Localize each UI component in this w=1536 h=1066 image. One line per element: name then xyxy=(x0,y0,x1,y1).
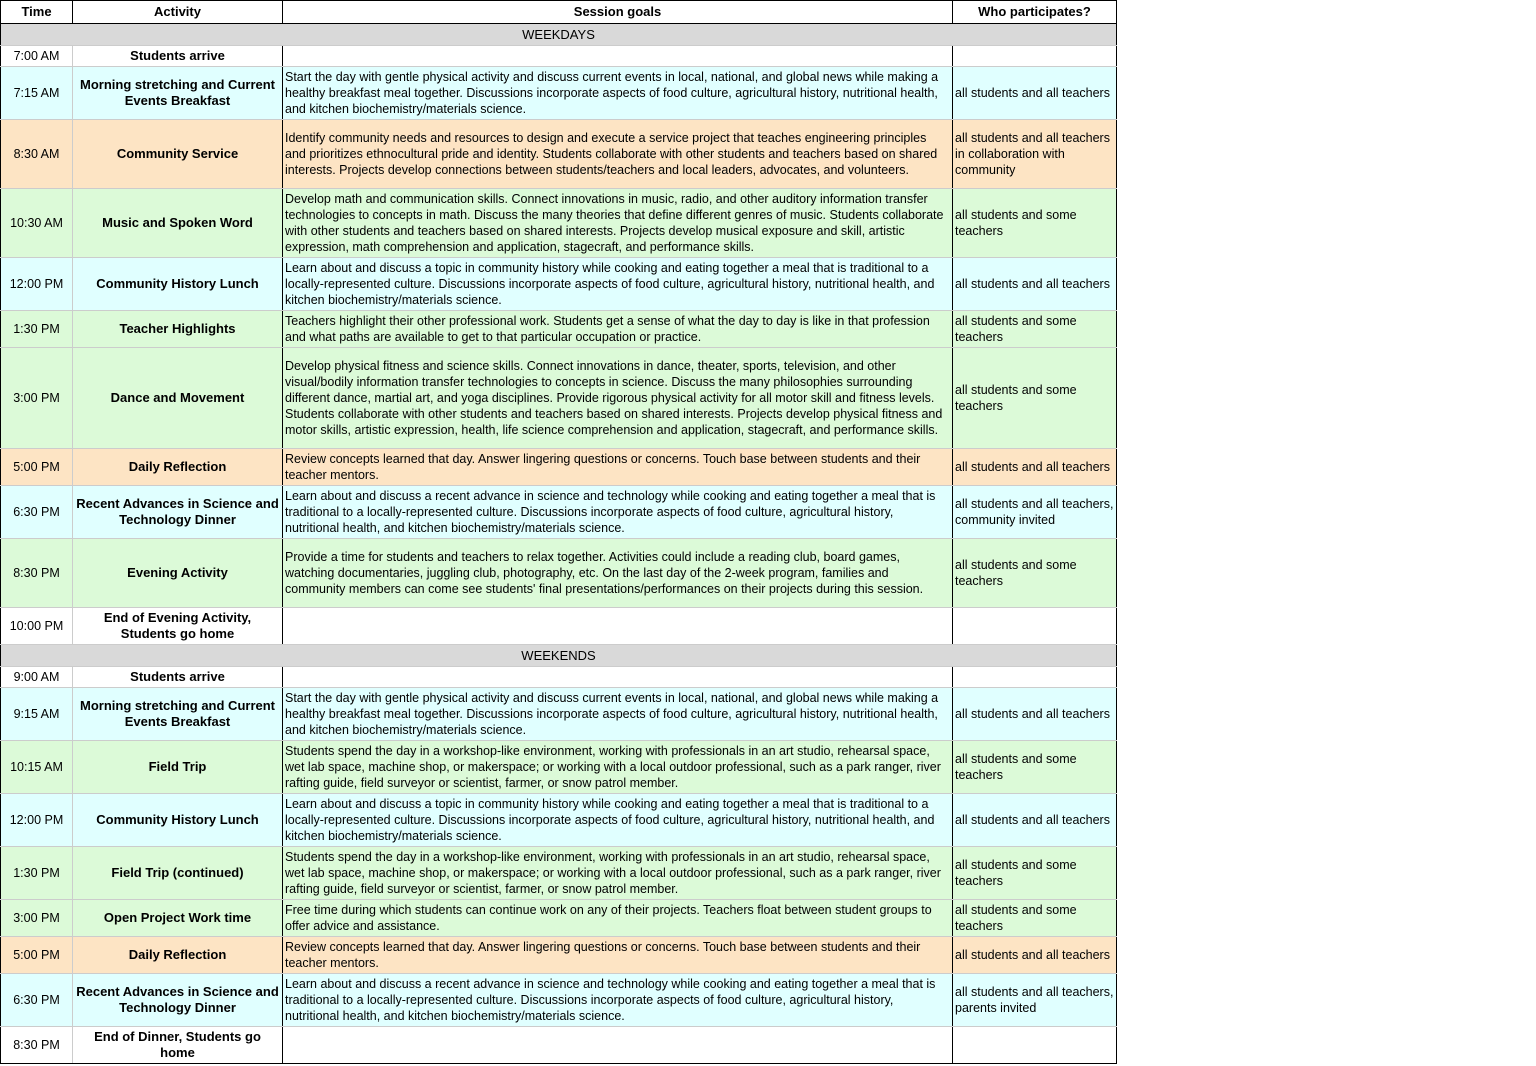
session-goals-cell xyxy=(283,608,953,645)
session-goals-cell: Learn about and discuss a topic in community history while cooking and eating together a meal that is traditional to a locally-represented culture. Discussions incorporate aspects of food culture, agricultural history, nutritional health, and kitchen biochemistry/materials science. xyxy=(283,258,953,311)
header-activity: Activity xyxy=(73,1,283,24)
activity-cell: Morning stretching and Current Events Breakfast xyxy=(73,67,283,120)
activity-cell: Recent Advances in Science and Technology Dinner xyxy=(73,486,283,539)
activity-cell: Recent Advances in Science and Technology Dinner xyxy=(73,974,283,1027)
activity-cell: End of Dinner, Students go home xyxy=(73,1027,283,1064)
participants-cell: all students and all teachers xyxy=(953,794,1117,847)
session-goals-cell: Review concepts learned that day. Answer lingering questions or concerns. Touch base between students and their teacher mentors. xyxy=(283,449,953,486)
table-row xyxy=(1,539,1117,608)
session-goals-cell: Start the day with gentle physical activity and discuss current events in local, national, and global news while making a healthy breakfast meal together. Discussions incorporate aspects of food culture, agricultural history, nutritional health, and kitchen biochemistry/materials science. xyxy=(283,67,953,120)
table-row xyxy=(1,1027,1117,1064)
participants-cell xyxy=(953,667,1117,688)
activity-cell: Teacher Highlights xyxy=(73,311,283,348)
time-cell: 5:00 PM xyxy=(1,937,73,974)
activity-cell: Field Trip (continued) xyxy=(73,847,283,900)
participants-cell: all students and some teachers xyxy=(953,189,1117,258)
table-row xyxy=(1,794,1117,847)
time-cell: 8:30 PM xyxy=(1,539,73,608)
session-goals-cell xyxy=(283,1027,953,1064)
header-session-goals: Session goals xyxy=(283,1,953,24)
time-cell: 8:30 PM xyxy=(1,1027,73,1064)
table-row xyxy=(1,348,1117,449)
time-cell: 7:15 AM xyxy=(1,67,73,120)
time-cell: 5:00 PM xyxy=(1,449,73,486)
session-goals-cell: Start the day with gentle physical activity and discuss current events in local, national, and global news while making a healthy breakfast meal together. Discussions incorporate aspects of food culture, agricultural history, nutritional health, and kitchen biochemistry/materials science. xyxy=(283,688,953,741)
session-goals-cell: Learn about and discuss a recent advance in science and technology while cooking and eating together a meal that is traditional to a locally-represented culture. Discussions incorporate aspects of food culture, agricultural history, nutritional health, and kitchen biochemistry/materials science. xyxy=(283,486,953,539)
session-goals-cell: Develop math and communication skills. Connect innovations in music, radio, and other auditory information transfer technologies to concepts in math. Discuss the many theories that define different genres of music. Students collaborate with other students and teachers based on shared interests. Projects develop musical exposure and skill, artistic expression, math comprehension and application, stagecraft, and performance skills. xyxy=(283,189,953,258)
activity-cell: Daily Reflection xyxy=(73,449,283,486)
session-goals-cell xyxy=(283,667,953,688)
activity-cell: Open Project Work time xyxy=(73,900,283,937)
table-row xyxy=(1,847,1117,900)
time-cell: 1:30 PM xyxy=(1,311,73,348)
time-cell: 10:00 PM xyxy=(1,608,73,645)
activity-cell: Evening Activity xyxy=(73,539,283,608)
participants-cell: all students and some teachers xyxy=(953,847,1117,900)
table-row xyxy=(1,311,1117,348)
session-goals-cell: Students spend the day in a workshop-like environment, working with professionals in an art studio, rehearsal space, wet lab space, machine shop, or makerspace; or working with a local outdoor professional, such as a park ranger, river rafting guide, field surveyor or scientist, farmer, or snow patrol member. xyxy=(283,741,953,794)
time-cell: 12:00 PM xyxy=(1,794,73,847)
table-row xyxy=(1,608,1117,645)
activity-cell: Field Trip xyxy=(73,741,283,794)
activity-cell: Dance and Movement xyxy=(73,348,283,449)
activity-cell: Daily Reflection xyxy=(73,937,283,974)
table-row xyxy=(1,46,1117,67)
table-row xyxy=(1,688,1117,741)
session-goals-cell: Review concepts learned that day. Answer lingering questions or concerns. Touch base between students and their teacher mentors. xyxy=(283,937,953,974)
session-goals-cell: Identify community needs and resources to design and execute a service project that teaches engineering principles and prioritizes ethnocultural pride and identity. Students collaborate with other students and teachers based on shared interests. Projects develop connections between students/teachers and local leaders, advocates, and volunteers. xyxy=(283,120,953,189)
section-header-weekdays xyxy=(1,24,1117,46)
activity-cell: Morning stretching and Current Events Breakfast xyxy=(73,688,283,741)
session-goals-cell: Learn about and discuss a topic in community history while cooking and eating together a meal that is traditional to a locally-represented culture. Discussions incorporate aspects of food culture, agricultural history, nutritional health, and kitchen biochemistry/materials science. xyxy=(283,794,953,847)
time-cell: 12:00 PM xyxy=(1,258,73,311)
table-row xyxy=(1,449,1117,486)
section-header-weekends xyxy=(1,645,1117,667)
table-row xyxy=(1,937,1117,974)
time-cell: 8:30 AM xyxy=(1,120,73,189)
schedule-body xyxy=(1,24,1117,1064)
participants-cell: all students and all teachers xyxy=(953,258,1117,311)
activity-cell: Community History Lunch xyxy=(73,258,283,311)
participants-cell: all students and some teachers xyxy=(953,900,1117,937)
header-row xyxy=(1,1,1117,24)
time-cell: 6:30 PM xyxy=(1,486,73,539)
activity-cell: Community Service xyxy=(73,120,283,189)
table-row xyxy=(1,667,1117,688)
activity-cell: Community History Lunch xyxy=(73,794,283,847)
section-title: WEEKDAYS xyxy=(1,24,1117,46)
table-row xyxy=(1,974,1117,1027)
session-goals-cell xyxy=(283,46,953,67)
participants-cell: all students and all teachers in collaboration with community xyxy=(953,120,1117,189)
activity-cell: Students arrive xyxy=(73,46,283,67)
table-row xyxy=(1,741,1117,794)
time-cell: 6:30 PM xyxy=(1,974,73,1027)
participants-cell: all students and some teachers xyxy=(953,311,1117,348)
session-goals-cell: Provide a time for students and teachers to relax together. Activities could include a reading club, board games, watching documentaries, juggling club, photography, etc. On the last day of the 2-week program, families and community members can come see students' final presentations/performances on their projects during this session. xyxy=(283,539,953,608)
table-row xyxy=(1,900,1117,937)
table-row xyxy=(1,189,1117,258)
table-row xyxy=(1,67,1117,120)
participants-cell: all students and all teachers xyxy=(953,937,1117,974)
activity-cell: End of Evening Activity, Students go home xyxy=(73,608,283,645)
header-who-participates: Who participates? xyxy=(953,1,1117,24)
participants-cell xyxy=(953,608,1117,645)
session-goals-cell: Develop physical fitness and science skills. Connect innovations in dance, theater, sports, television, and other visual/bodily information transfer technologies to concepts in science. Discuss the many philosophies surrounding different dance, martial art, and yoga disciplines. Provide rigorous physical activity for all motor skill and fitness levels. Students collaborate with other students and teachers based on shared interests. Projects develop physical fitness and motor skills, artistic expression, health, life science comprehension and application, stagecraft, and performance skills. xyxy=(283,348,953,449)
participants-cell: all students and some teachers xyxy=(953,348,1117,449)
participants-cell: all students and all teachers xyxy=(953,67,1117,120)
participants-cell xyxy=(953,46,1117,67)
time-cell: 9:15 AM xyxy=(1,688,73,741)
section-title: WEEKENDS xyxy=(1,645,1117,667)
participants-cell: all students and all teachers xyxy=(953,449,1117,486)
table-row xyxy=(1,258,1117,311)
participants-cell xyxy=(953,1027,1117,1064)
time-cell: 10:15 AM xyxy=(1,741,73,794)
time-cell: 7:00 AM xyxy=(1,46,73,67)
participants-cell: all students and all teachers, community invited xyxy=(953,486,1117,539)
activity-cell: Students arrive xyxy=(73,667,283,688)
time-cell: 10:30 AM xyxy=(1,189,73,258)
participants-cell: all students and some teachers xyxy=(953,539,1117,608)
activity-cell: Music and Spoken Word xyxy=(73,189,283,258)
table-row xyxy=(1,120,1117,189)
time-cell: 3:00 PM xyxy=(1,348,73,449)
session-goals-cell: Free time during which students can continue work on any of their projects. Teachers float between student groups to offer advice and assistance. xyxy=(283,900,953,937)
participants-cell: all students and some teachers xyxy=(953,741,1117,794)
session-goals-cell: Students spend the day in a workshop-like environment, working with professionals in an art studio, rehearsal space, wet lab space, machine shop, or makerspace; or working with a local outdoor professional, such as a park ranger, river rafting guide, field surveyor or scientist, farmer, or snow patrol member. xyxy=(283,847,953,900)
table-row xyxy=(1,486,1117,539)
time-cell: 3:00 PM xyxy=(1,900,73,937)
participants-cell: all students and all teachers xyxy=(953,688,1117,741)
session-goals-cell: Teachers highlight their other professional work. Students get a sense of what the day to day is like in that profession and what paths are available to get to that particular occupation or practice. xyxy=(283,311,953,348)
session-goals-cell: Learn about and discuss a recent advance in science and technology while cooking and eating together a meal that is traditional to a locally-represented culture. Discussions incorporate aspects of food culture, agricultural history, nutritional health, and kitchen biochemistry/materials science. xyxy=(283,974,953,1027)
time-cell: 9:00 AM xyxy=(1,667,73,688)
participants-cell: all students and all teachers, parents invited xyxy=(953,974,1117,1027)
header-time: Time xyxy=(1,1,73,24)
time-cell: 1:30 PM xyxy=(1,847,73,900)
